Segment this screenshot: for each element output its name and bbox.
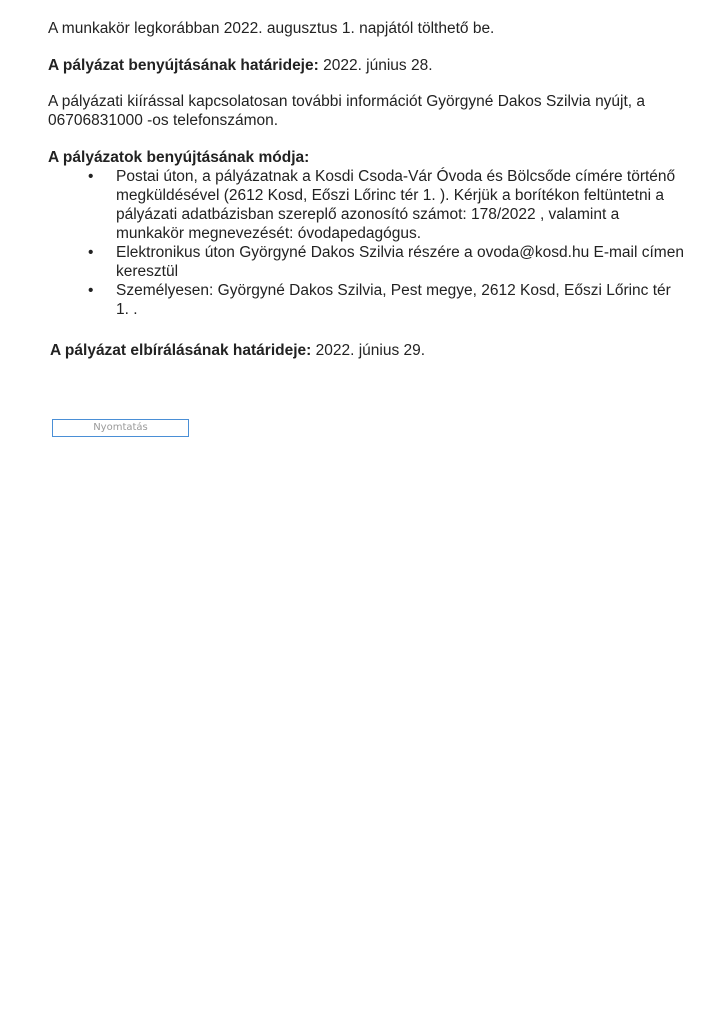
print-button[interactable]: Nyomtatás [52, 419, 189, 437]
submission-deadline-label: A pályázat benyújtásának határideje: [48, 57, 319, 74]
start-date-paragraph [48, 19, 688, 38]
submission-deadline-paragraph [48, 56, 688, 75]
submission-methods-section [48, 148, 688, 319]
evaluation-deadline-paragraph [50, 341, 690, 360]
bullet: • [88, 168, 94, 185]
submission-methods-list [48, 167, 688, 319]
start-date-text: A munkakör legkorábban 2022. augusztus 1. napjától tölthető be. [48, 20, 495, 37]
list-item-text: Elektronikus úton Györgyné Dakos Szilvia részére a ovoda@kosd.hu E-mail címen keresztül [116, 244, 684, 280]
list-item [48, 243, 688, 281]
bullet: • [88, 282, 94, 299]
list-item-text: Személyesen: Györgyné Dakos Szilvia, Pest megye, 2612 Kosd, Eőszi Lőrinc tér 1. . [116, 282, 671, 318]
list-item [48, 167, 688, 243]
submission-deadline-value: 2022. június 28. [318, 57, 433, 74]
info-paragraph [48, 92, 688, 130]
list-item [48, 281, 688, 319]
evaluation-deadline-value: 2022. június 29. [311, 342, 426, 359]
evaluation-deadline-label: A pályázat elbírálásának határideje: [50, 342, 312, 359]
list-item-text: Postai úton, a pályázatnak a Kosdi Csoda-Vár Óvoda és Bölcsőde címére történő megküldésével (2612 Kosd, Eőszi Lőrinc tér 1. ). Kérjük a borítékon feltüntetni a pályázati adatbázisban szereplő azonosító számot: 178/2022 , valamint a munkakör megnevezését: óvodapedagógus. [116, 168, 676, 242]
info-text: A pályázati kiírással kapcsolatosan további információt Györgyné Dakos Szilvia nyújt, a 06706831000 -os telefonszámon. [48, 93, 646, 129]
bullet: • [88, 244, 94, 261]
submission-methods-heading: A pályázatok benyújtásának módja: [48, 149, 310, 166]
